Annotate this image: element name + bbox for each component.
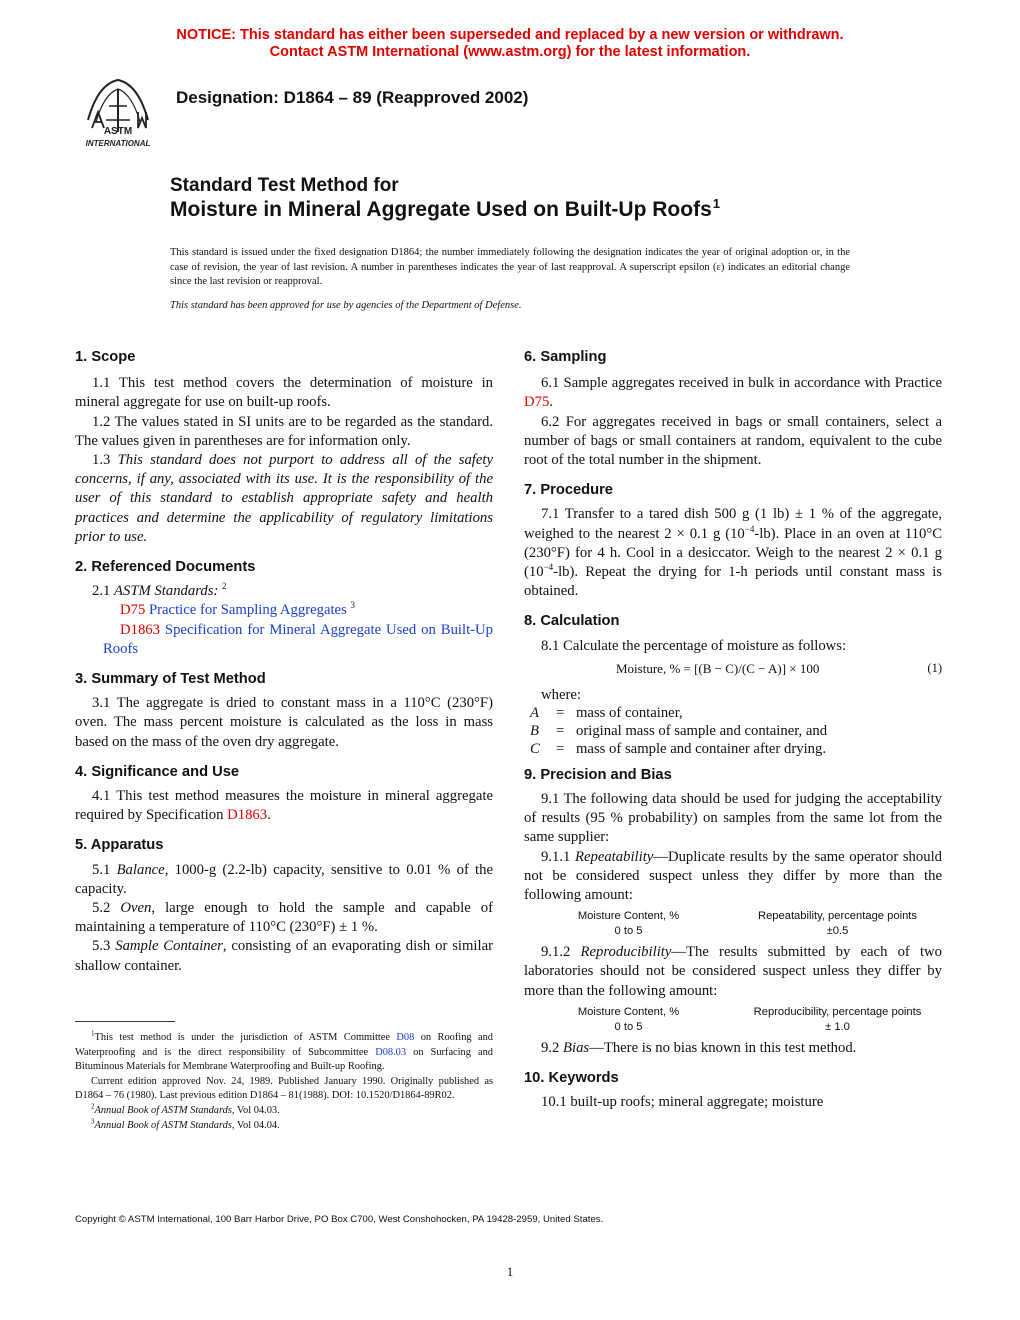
notice-line-2: Contact ASTM International (www.astm.org) for the latest information. — [269, 44, 751, 60]
logo-brand-text: ASTM — [103, 126, 133, 137]
title-line-2 — [170, 198, 720, 222]
link-committee-d08[interactable]: D08 — [396, 1032, 415, 1043]
logo-international-text: INTERNATIONAL — [85, 139, 151, 148]
where-label: where: — [541, 686, 581, 703]
apparatus-5-1: 5.1 Balance, 1000-g (2.2-lb) capacity, sensitive to 0.01 % of the capacity. — [75, 861, 493, 897]
scope-1-3-text: This standard does not purport to address all of the safety concerns, if any, associated with its use. It is the responsibility of the user of this standard to establish appropriate safety and health practices and determine the applicability of regulatory limitations prior to use. — [75, 452, 494, 545]
reproducibility-table — [524, 1005, 942, 1035]
link-d75[interactable]: D75 — [120, 602, 146, 619]
issued-note: This standard is issued under the fixed designation D1864; the number immediately following the designation indicates the year of original adoption or, in the case of revision, the year of last revision. A number in parentheses indicates the year of last reapproval. A superscript epsilon (ε) indicates an editorial change since the last revision or reapproval. — [170, 247, 850, 287]
reference-d75[interactable]: D75 Practice for Sampling Aggregates $^3$ — [120, 600, 355, 619]
reference-d1863[interactable] — [75, 621, 493, 659]
repeatability-col-moisture: Moisture Content, % 0 to 5 — [577, 910, 680, 938]
repeatability-table — [524, 909, 942, 939]
heading-keywords: 10. Keywords — [524, 1070, 619, 1087]
repeatability-col-points: Repeatability, percentage points ±0.5 — [757, 910, 917, 938]
link-d75-inline[interactable]: D75 — [524, 394, 550, 411]
notice-banner — [0, 27, 1020, 61]
significance-4-1: 4.1 This test method measures the moisture in mineral aggregate required by Specification D1863. — [75, 788, 493, 824]
link-subcommittee-d08-03[interactable]: D08.03 — [375, 1046, 407, 1058]
keywords-10-1: 10.1 built-up roofs; mineral aggregate; moisture — [541, 1094, 824, 1111]
procedure-7-1: 7.1 Transfer to a tared dish 500 g (1 lb) ± 1 % of the aggregate, weighed to the nearest 2 × 0.1 g $(10^{-4}-lb)$. Place in an oven at 110°C (230°F) for 4 h. Cool in a desiccator. Weigh to the nearest 2 × 0.1 g $(10^{-4}-lb)$. Repeat the drying for 1-h periods until constant mass is obtained. — [524, 506, 943, 600]
scope-1-2: 1.2 The values stated in SI units are to be regarded as the standard. The values given in parentheses are for information only. — [75, 413, 493, 449]
reproducibility-col-moisture: Moisture Content, % 0 to 5 — [577, 1005, 680, 1033]
variable-a: A = mass of container, — [530, 704, 683, 721]
left-column — [75, 348, 493, 976]
footnote-divider — [75, 1021, 175, 1022]
formula-number: (1) — [927, 660, 942, 675]
title-main: Moisture in Mineral Aggregate Used on Built-Up Roofs — [170, 198, 712, 221]
scope-1-3: 1.3 This standard does not purport to address all of the safety concerns, if any, associated with its use. It is the responsibility of the user of this standard to establish appropriate safety and health practices and determine the applicability of regulatory limitations prior to use. — [75, 452, 494, 545]
footnotes — [75, 1031, 493, 1133]
heading-scope: 1. Scope — [75, 349, 136, 365]
scope-1-1: 1.1 This test method covers the determination of moisture in mineral aggregate for use on built-up roofs. — [75, 375, 493, 411]
precision-9-1: 9.1 The following data should be used for judging the acceptability of results (95 % probability) on samples from the same lot from the same supplier: — [524, 791, 942, 846]
astm-logo — [76, 76, 160, 150]
notice-line-1: NOTICE: This standard has either been superseded and replaced by a new version or withdrawn. — [176, 27, 844, 43]
link-d75-title[interactable]: Practice for Sampling Aggregates — [148, 602, 347, 619]
footnote-1: $^1$This test method is under the jurisdiction of ASTM Committee D08 on Roofing and Waterproofing and is the direct responsibility of Subcommittee D08.03 on Surfacing and Bituminous Materials for Membrane Waterproofing and Built-up Roofing. — [75, 1029, 493, 1073]
formula-expression: Moisture, % = [(B − C)/(C − A)] × 100 — [616, 660, 820, 676]
copyright: Copyright © ASTM International, 100 Barr Harbor Drive, PO Box C700, West Conshohocken, PA 19428-2959, United States. — [75, 1214, 604, 1225]
title-line-1: Standard Test Method for — [170, 175, 399, 196]
right-column — [524, 348, 942, 1112]
calculation-8-1: 8.1 Calculate the percentage of moisture as follows: — [541, 637, 847, 654]
referenced-2-1: 2.1 ASTM Standards: $^2$ — [92, 581, 227, 600]
moisture-formula — [524, 656, 942, 680]
precision-9-1-2: 9.1.2 Reproducibility—The results submitted by each of two laboratories should not be considered suspect unless they differ by more than the following amount: — [524, 944, 943, 999]
precision-9-1-1: 9.1.1 Repeatability—Duplicate results by the same operator should not be considered suspect unless they differ by more than the following amount: — [524, 848, 942, 904]
apparatus-5-2: 5.2 Oven, large enough to hold the sample and capable of maintaining a temperature of 110°C (230°F) ± 1 %. — [75, 900, 493, 936]
link-d1863-title[interactable]: Specification for Mineral Aggregate Used on Built-Up Roofs — [103, 621, 493, 657]
title-footnote-mark: 1 — [712, 196, 720, 211]
sampling-6-1: 6.1 Sample aggregates received in bulk in accordance with Practice D75. — [524, 375, 942, 411]
astm-logo-mark — [88, 80, 148, 132]
link-d1863-inline[interactable]: D1863 — [227, 807, 268, 824]
apparatus-5-3: 5.3 Sample Container, consisting of an evaporating dish or similar shallow container. — [75, 938, 493, 974]
heading-calculation: 8. Calculation — [524, 613, 620, 630]
heading-sampling: 6. Sampling — [524, 349, 607, 365]
precision-9-2: 9.2 Bias—There is no bias known in this test method. — [541, 1039, 857, 1056]
footnote-3: $^3$Annual Book of ASTM Standards, Vol 04.04. — [91, 1117, 280, 1131]
variable-c: C = mass of sample and container after drying. — [530, 740, 827, 757]
summary-3-1: 3.1 The aggregate is dried to constant mass in a 110°C (230°F) oven. The mass percent moisture is calculated as the loss in mass based on the mass of the oven dry aggregate. — [75, 695, 493, 750]
designation: Designation: D1864 – 89 (Reapproved 2002) — [176, 88, 529, 107]
footnote-2: $^2$Annual Book of ASTM Standards, Vol 04.03. — [91, 1102, 280, 1116]
heading-summary: 3. Summary of Test Method — [75, 671, 266, 688]
approved-note: This standard has been approved for use by agencies of the Department of Defense. — [170, 300, 522, 311]
heading-procedure: 7. Procedure — [524, 482, 613, 499]
variable-b: B = original mass of sample and container, and — [530, 722, 828, 739]
heading-significance: 4. Significance and Use — [75, 763, 240, 780]
heading-apparatus: 5. Apparatus — [75, 837, 164, 854]
sampling-6-2: 6.2 For aggregates received in bags or small containers, select a number of bags or small containers at random, equivalent to the cube root of the total number in the shipment. — [524, 413, 942, 469]
reproducibility-col-points: Reproducibility, percentage points ± 1.0 — [753, 1005, 922, 1033]
page-number: 1 — [506, 1264, 514, 1279]
footnote-1-edition: Current edition approved Nov. 24, 1989. Published January 1990. Originally published as D1864 – 76 (1980). Last previous edition D1864 – 81(1988). DOI: 10.1520/D1864-89R02. — [75, 1075, 493, 1102]
link-d1863[interactable]: D1863 — [120, 621, 160, 638]
heading-referenced: 2. Referenced Documents — [75, 559, 256, 576]
heading-precision: 9. Precision and Bias — [524, 766, 672, 783]
